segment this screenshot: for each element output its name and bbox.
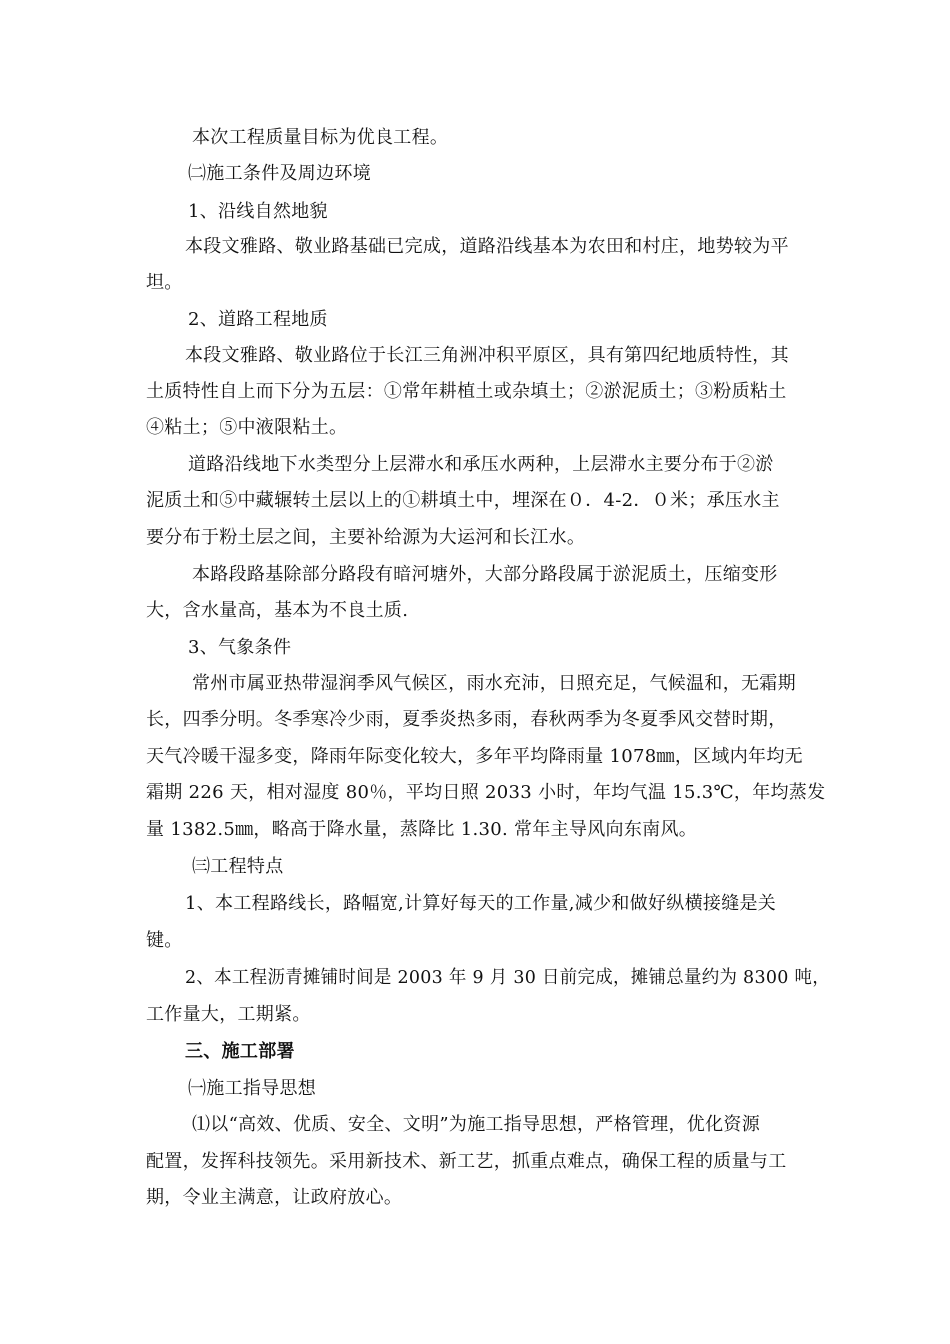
subsection-heading: 2、道路工程地质: [188, 309, 328, 330]
text-line: 天气冷暖干湿多变，降雨年际变化较大，多年平均降雨量 1078㎜，区域内年均无: [146, 746, 803, 767]
text-line: 本段文雅路、敬业路基础已完成，道路沿线基本为农田和村庄，地势较为平: [185, 236, 789, 257]
text-line: 常州市属亚热带湿润季风气候区，雨水充沛，日照充足，气候温和，无霜期: [192, 673, 796, 694]
text-line: 泥质土和⑤中藏辗转土层以上的①耕填土中，埋深在０．4-2．０米；承压水主: [146, 490, 780, 511]
subsection-heading: 1、沿线自然地貌: [188, 201, 328, 222]
section-heading: ㈡施工条件及周边环境: [188, 163, 371, 184]
text-line: 土质特性自上而下分为五层：①常年耕植土或杂填土；②淤泥质土；③粉质粘土: [146, 381, 787, 402]
section-heading: ㈢工程特点: [192, 856, 284, 877]
text-line: 期，令业主满意，让政府放心。: [146, 1187, 403, 1208]
text-line: 工作量大，工期紧。: [146, 1004, 311, 1025]
text-line: 2、本工程沥青摊铺时间是 2003 年 9 月 30 日前完成，摊铺总量约为 8300 吨，: [185, 967, 830, 988]
text-line: 本路段路基除部分路段有暗河塘外，大部分路段属于淤泥质土，压缩变形: [192, 564, 778, 585]
text-line: 键。: [146, 930, 183, 951]
text-line: 坦。: [146, 272, 183, 293]
text-line: 大，含水量高，基本为不良土质.: [146, 600, 409, 621]
section-heading: ㈠施工指导思想: [188, 1078, 317, 1099]
chapter-heading: 三、施工部署: [185, 1041, 295, 1062]
text-line: 长，四季分明。冬季寒冷少雨，夏季炎热多雨，春秋两季为冬夏季风交替时期，: [146, 709, 787, 730]
text-line: ⑴以“高效、优质、安全、文明”为施工指导思想，严格管理，优化资源: [192, 1114, 761, 1135]
subsection-heading: 3、气象条件: [188, 637, 292, 658]
text-line: 霜期 226 天，相对湿度 80％，平均日照 2033 小时，年均气温 15.3℃，年均蒸发: [146, 782, 826, 803]
text-line: 配置，发挥科技领先。采用新技术、新工艺，抓重点难点，确保工程的质量与工: [146, 1151, 787, 1172]
text-line: 要分布于粉土层之间，主要补给源为大运河和长江水。: [146, 527, 586, 548]
text-line: 道路沿线地下水类型分上层滞水和承压水两种，上层滞水主要分布于②淤: [188, 454, 774, 475]
text-line: 量 1382.5㎜，略高于降水量，蒸降比 1.30. 常年主导风向东南风。: [146, 819, 698, 840]
text-line: 本段文雅路、敬业路位于长江三角洲冲积平原区，具有第四纪地质特性，其: [185, 345, 789, 366]
text-line: 1、本工程路线长，路幅宽,计算好每天的工作量,减少和做好纵横接缝是关: [185, 893, 777, 914]
text-line: ④粘土；⑤中液限粘土。: [146, 417, 348, 438]
text-line: 本次工程质量目标为优良工程。: [192, 127, 449, 148]
